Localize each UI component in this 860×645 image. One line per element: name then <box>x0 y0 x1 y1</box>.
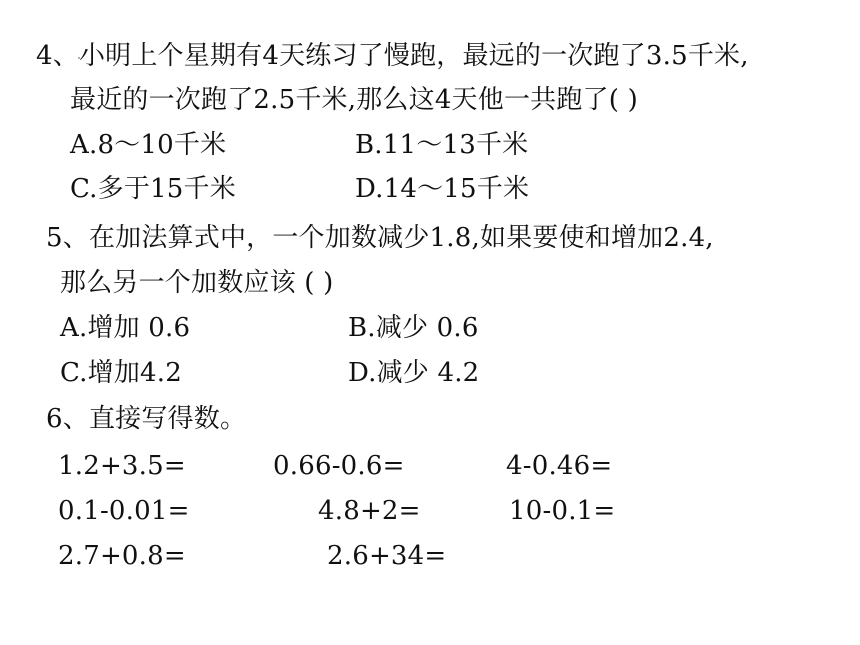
q4-line1: 4、小明上个星期有4天练习了慢跑，最远的一次跑了3.5千米, <box>36 41 749 71</box>
q5-option-c: C.增加4.2 <box>60 358 182 388</box>
q4-option-a: A.8～10千米 <box>70 130 227 160</box>
q6-expr-r3c2: 2.6+34= <box>327 541 447 571</box>
q6-expr-r1c3: 4-0.46= <box>506 451 613 481</box>
q5-line2: 那么另一个加数应该 ( ) <box>60 268 334 298</box>
q6-expr-r3c1: 2.7+0.8= <box>58 541 186 571</box>
q6-expr-r1c1: 1.2+3.5= <box>58 451 186 481</box>
q5-option-d: D.减少 4.2 <box>348 358 480 388</box>
q5-option-a: A.增加 0.6 <box>60 313 191 343</box>
q6-expr-r2c3: 10-0.1= <box>509 496 616 526</box>
q4-option-b: B.11～13千米 <box>355 130 529 160</box>
q6-expr-r2c1: 0.1-0.01= <box>58 496 190 526</box>
q4-line2: 最近的一次跑了2.5千米,那么这4天他一共跑了( ) <box>70 85 638 115</box>
q6-expr-r2c2: 4.8+2= <box>318 496 421 526</box>
q5-line1: 5、在加法算式中，一个加数减少1.8,如果要使和增加2.4, <box>46 223 714 253</box>
q4-option-c: C.多于15千米 <box>70 174 236 204</box>
q6-title: 6、直接写得数。 <box>46 404 247 434</box>
q5-option-b: B.减少 0.6 <box>348 313 479 343</box>
q4-option-d: D.14～15千米 <box>355 174 530 204</box>
q6-expr-r1c2: 0.66-0.6= <box>273 451 405 481</box>
